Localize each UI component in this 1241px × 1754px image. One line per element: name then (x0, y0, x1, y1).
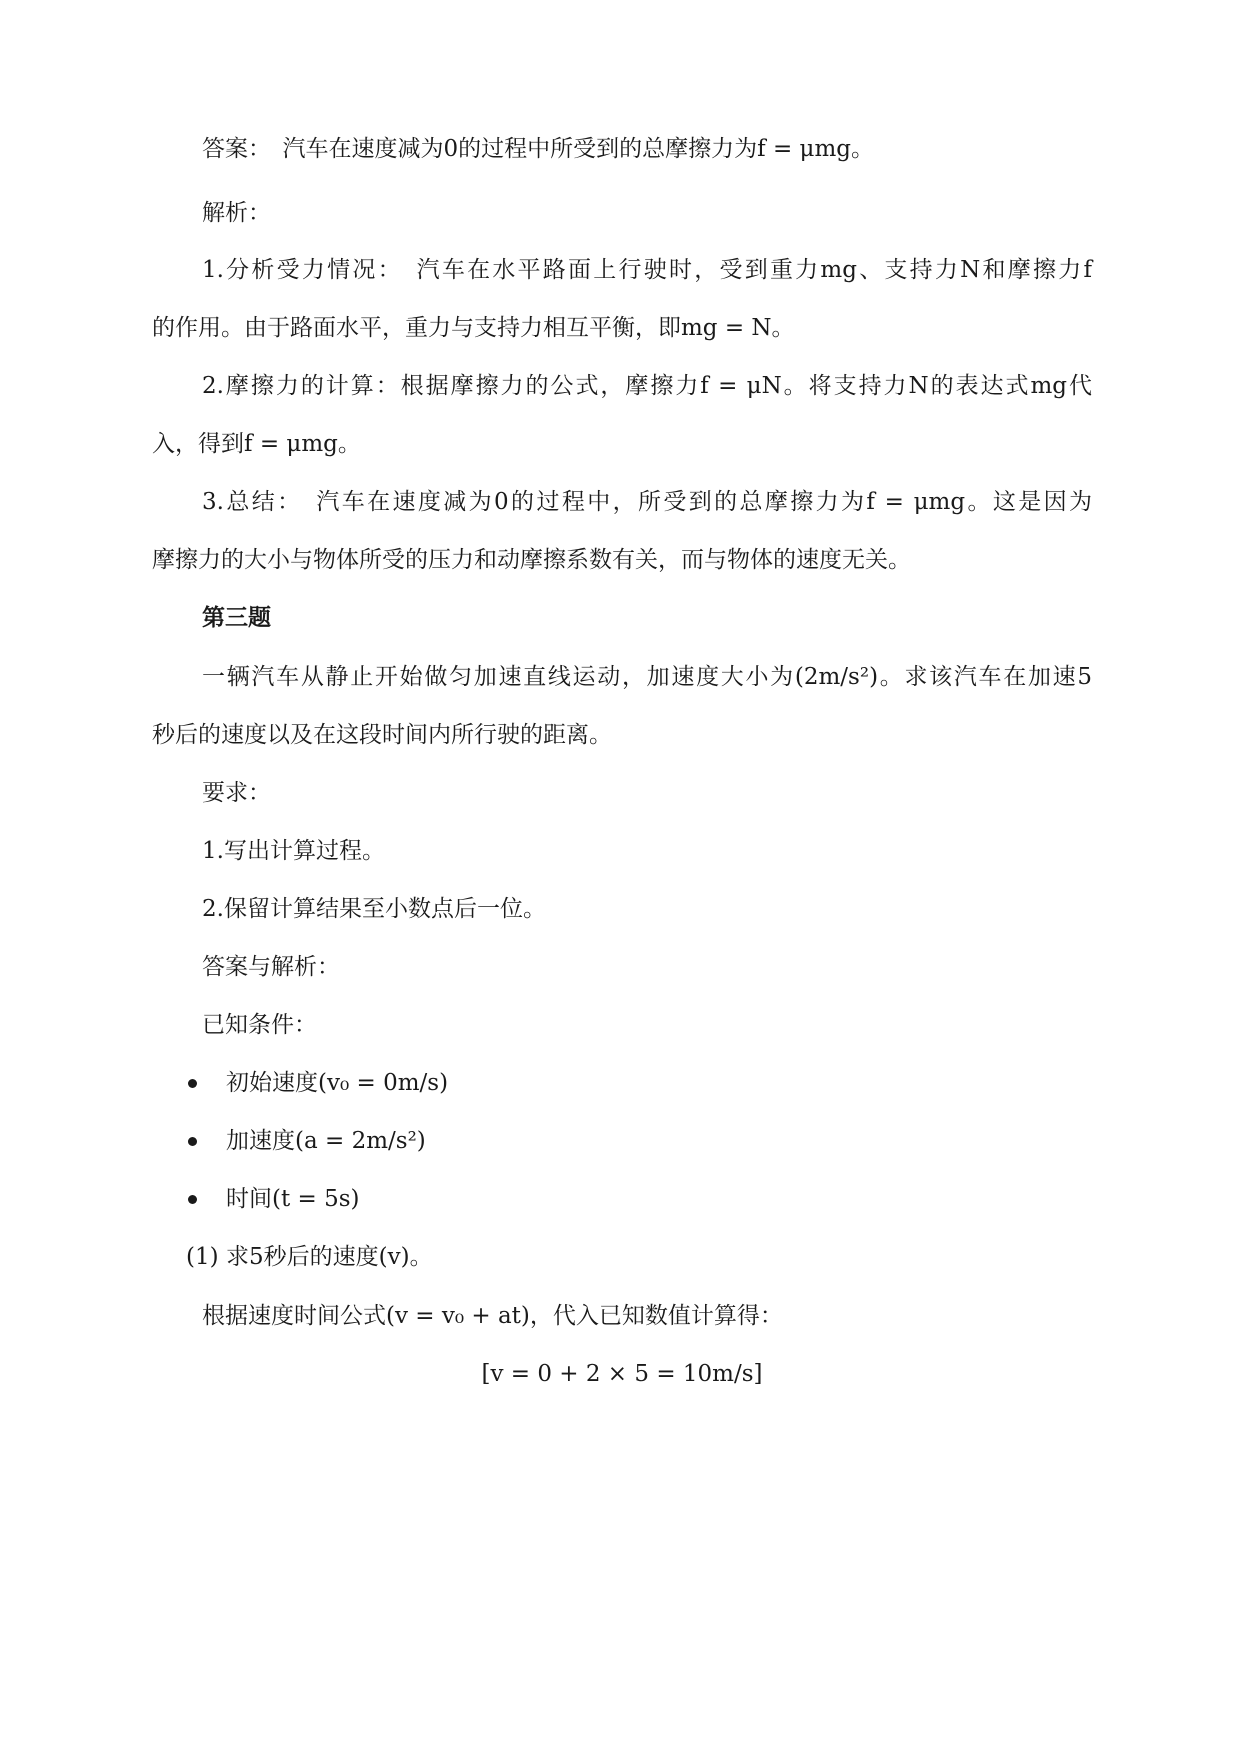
bullet-dot (188, 1137, 197, 1146)
section-heading-question-3: 第三题 (202, 605, 271, 631)
bullet-dot (188, 1195, 197, 1204)
velocity-equation: [v = 0 + 2 × 5 = 10m/s] (481, 1361, 763, 1387)
requirement-1: 1.写出计算过程。 (202, 838, 385, 864)
analysis-step-3-line-1: 3.总结： 汽车在速度减为0的过程中，所受到的总摩擦力为f = μmg。这是因为 (202, 489, 1092, 515)
bullet-acceleration (152, 1109, 1092, 1174)
answer-analysis-label: 答案与解析： (202, 954, 340, 980)
analysis-step-1-line-1: 1.分析受力情况： 汽车在水平路面上行驶时，受到重力mg、支持力N和摩擦力f (202, 257, 1092, 283)
requirement-2: 2.保留计算结果至小数点后一位。 (202, 896, 546, 922)
numbered-item-text: 求5秒后的速度(v)。 (226, 1244, 433, 1270)
answer-line: 答案： 汽车在速度减为0的过程中所受到的总摩擦力为f = μmg。 (202, 136, 875, 162)
numbered-item-label: (1) (186, 1244, 219, 1270)
question-3-line-2: 秒后的速度以及在这段时间内所行驶的距离。 (152, 722, 612, 748)
bullet-text: 初始速度(v₀ = 0m/s) (226, 1070, 449, 1096)
velocity-formula-line: 根据速度时间公式(v = v₀ + at)，代入已知数值计算得： (202, 1303, 783, 1329)
analysis-step-2-line-1: 2.摩擦力的计算：根据摩擦力的公式，摩擦力f = μN。将支持力N的表达式mg代 (202, 373, 1092, 399)
numbered-item-1 (152, 1225, 1092, 1290)
analysis-label: 解析： (202, 200, 271, 226)
bullet-text: 加速度(a = 2m/s²) (226, 1128, 426, 1154)
bullet-initial-velocity (152, 1051, 1092, 1116)
question-3-line-1: 一辆汽车从静止开始做匀加速直线运动，加速度大小为(2m/s²)。求该汽车在加速5 (202, 664, 1092, 690)
requirements-label: 要求： (202, 780, 271, 806)
bullet-time (152, 1167, 1092, 1232)
known-conditions-label: 已知条件： (202, 1012, 317, 1038)
bullet-dot (188, 1079, 197, 1088)
analysis-step-1-line-2: 的作用。由于路面水平，重力与支持力相互平衡，即mg = N。 (152, 315, 795, 341)
bullet-text: 时间(t = 5s) (226, 1186, 360, 1212)
analysis-step-2-line-2: 入，得到f = μmg。 (152, 431, 361, 457)
analysis-step-3-line-2: 摩擦力的大小与物体所受的压力和动摩擦系数有关，而与物体的速度无关。 (152, 547, 911, 573)
